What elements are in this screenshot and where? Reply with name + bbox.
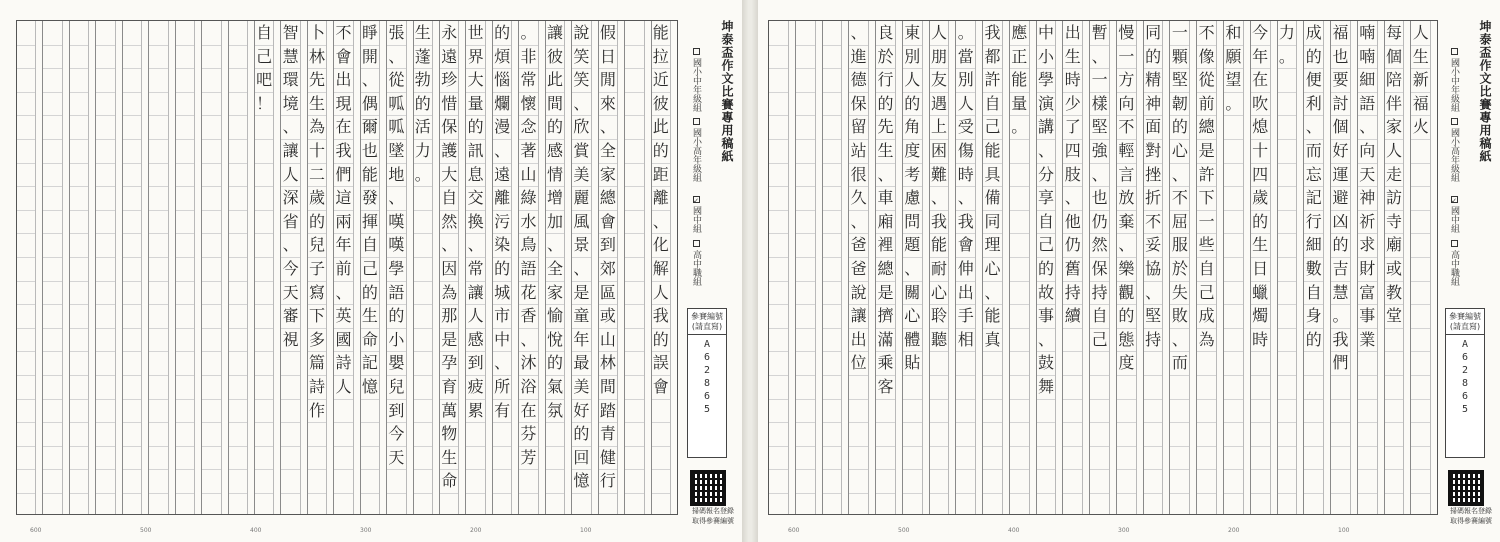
- column-text: 力 。: [1278, 23, 1295, 66]
- column-text: 我 都 許 自 己 能 具 備 同 理 心 、 能 真: [984, 23, 1001, 349]
- grid-column: [122, 21, 148, 514]
- grid-column: [902, 21, 929, 514]
- checkbox[interactable]: [1451, 240, 1458, 247]
- grid-column: [492, 21, 518, 514]
- grid-column: [624, 21, 650, 514]
- column-text: [625, 21, 643, 514]
- grid-column: [1169, 21, 1196, 514]
- column-text: 出 生 時 少 了 四 肢 、 他 仍 舊 持 續: [1064, 23, 1081, 326]
- grid-column: [1330, 21, 1357, 514]
- option-senior-high[interactable]: 高中職組: [1448, 240, 1461, 286]
- grid-column: [795, 21, 822, 514]
- column-text: 永 遠 珍 惜 保 護 大 自 然 、 因 為 那 是 孕 育 萬 物 生 命: [441, 23, 458, 491]
- right-sheet: [758, 0, 1500, 542]
- grid-column: [386, 21, 412, 514]
- grid-column: [42, 21, 68, 514]
- grid-column: [228, 21, 254, 514]
- grid-column: [413, 21, 439, 514]
- form-title: 坤泰盃作文比賽專用稿紙: [1478, 20, 1492, 163]
- grid-column: [1223, 21, 1250, 514]
- grid-column: [439, 21, 465, 514]
- grid-column: [280, 21, 306, 514]
- qr-code-icon[interactable]: [1448, 470, 1484, 506]
- option-elementary-high[interactable]: 國小高年級組: [690, 118, 703, 182]
- writing-grid: [16, 20, 678, 515]
- column-text: [823, 21, 842, 514]
- column-text: 能 拉 近 彼 此 的 距 離 、 化 解 人 我 的 誤 會: [652, 23, 669, 396]
- scale-mark: 100: [580, 527, 592, 534]
- grid-column: [1277, 21, 1304, 514]
- grid-column: [17, 21, 42, 514]
- entry-number-label: 參賽編號(請直寫): [688, 309, 726, 335]
- column-text: 每 個 陪 伴 家 人 走 訪 寺 廟 或 教 堂: [1385, 23, 1402, 326]
- qr-code-icon[interactable]: [690, 470, 726, 506]
- option-junior-high[interactable]: ✓ 國中組: [691, 197, 701, 233]
- grid-column: [1036, 21, 1063, 514]
- qr-caption: 掃碼報名登錄: [1450, 507, 1492, 515]
- column-text: 喃 喃 細 語 、 向 天 神 祈 求 財 富 事 業: [1359, 23, 1376, 349]
- column-text: 世 界 大 量 的 訊 息 交 換 、 常 讓 人 感 到 疲 累: [467, 23, 484, 420]
- grid-column: [1303, 21, 1330, 514]
- column-text: 成 的 便 利 、 而 忘 記 行 細 數 自 身 的: [1305, 23, 1322, 349]
- column-text: 暫 、 一 樣 堅 強 、 也 仍 然 保 持 自 己: [1091, 23, 1108, 349]
- column-text: 讓 彼 此 間 的 感 情 增 加 、 全 家 愉 悅 的 氣 氛: [546, 23, 563, 420]
- scale-mark: 200: [1228, 527, 1240, 534]
- checkbox[interactable]: [693, 118, 700, 125]
- column-text: 睜 開 、 偶 爾 也 能 發 揮 自 己 的 生 命 記 憶: [361, 23, 378, 396]
- column-text: 、 進 德 保 留 站 很 久 、 爸 爸 說 讓 出 位: [850, 23, 867, 373]
- entry-number: A62865: [1459, 339, 1471, 417]
- scale-mark: 300: [1118, 527, 1130, 534]
- column-text: 人 朋 友 遇 上 困 難 、 我 能 耐 心 聆 聽: [930, 23, 947, 349]
- column-text: 不 像 從 前 總 是 許 下 一 些 自 己 成 為: [1198, 23, 1215, 349]
- grid-column: [1089, 21, 1116, 514]
- column-text: 說 笑 笑 、 欣 賞 美 麗 風 景 、 是 童 年 最 美 好 的 回 憶: [573, 23, 590, 491]
- option-elementary-mid[interactable]: 國小中年級組: [1448, 48, 1461, 112]
- column-text: [70, 21, 88, 514]
- grid-column: [1116, 21, 1143, 514]
- option-senior-high[interactable]: 高中職組: [690, 240, 703, 286]
- book-gutter: [742, 0, 758, 542]
- grid-column: [875, 21, 902, 514]
- grid-column: [333, 21, 359, 514]
- column-text: 同 的 精 神 面 對 挫 折 不 妥 協 、 堅 持: [1145, 23, 1162, 349]
- entry-number: A62865: [701, 339, 713, 417]
- column-text: 。 當 別 人 受 傷 時 、 我 會 伸 出 手 相: [957, 23, 974, 349]
- column-text: 中 小 學 演 講 、 分 享 自 己 的 故 事 、 鼓 舞: [1038, 23, 1055, 396]
- grid-column: [307, 21, 333, 514]
- grid-column: [929, 21, 956, 514]
- grid-column: [769, 21, 795, 514]
- grid-column: [571, 21, 597, 514]
- column-text: 的 煩 惱 爛 漫 、 遠 離 污 染 的 城 市 中 、 所 有: [494, 23, 511, 420]
- grid-column: [1357, 21, 1384, 514]
- column-text: 福 也 要 討 個 好 運 避 凶 的 吉 慧 。 我 們: [1332, 23, 1349, 373]
- checkbox[interactable]: [693, 240, 700, 247]
- checkbox-checked[interactable]: ✓: [692, 197, 700, 205]
- column-text: 假 日 閒 來 、 全 家 總 會 到 郊 區 或 山 林 間 踏 青 健 行: [599, 23, 616, 491]
- column-text: 人 生 新 福 火: [1412, 23, 1429, 137]
- grid-column: [69, 21, 95, 514]
- grid-column: [982, 21, 1009, 514]
- column-text: 智 慧 環 境 、 讓 人 深 省 、 今 天 審 視: [282, 23, 299, 349]
- form-title: 坤泰盃作文比賽專用稿紙: [720, 20, 734, 163]
- column-text: 卜 林 先 生 為 十 二 歲 的 兒 子 寫 下 多 篇 詩 作: [309, 23, 326, 420]
- column-text: [176, 21, 194, 514]
- column-text: [769, 21, 788, 514]
- option-elementary-high[interactable]: 國小高年級組: [1448, 118, 1461, 182]
- grid-column: [254, 21, 280, 514]
- left-sheet: [0, 0, 742, 542]
- scale-mark: 500: [898, 527, 910, 534]
- column-text: [202, 21, 220, 514]
- checkbox[interactable]: [693, 48, 700, 55]
- grid-column: [518, 21, 544, 514]
- column-text: 慢 一 方 向 不 輕 言 放 棄 、 樂 觀 的 態 度: [1118, 23, 1135, 373]
- column-text: 東 別 人 的 角 度 考 慮 問 題 、 關 心 體 貼: [904, 23, 921, 373]
- entry-number-box: [687, 308, 727, 458]
- grid-column: [1196, 21, 1223, 514]
- scale-mark: 300: [360, 527, 372, 534]
- grid-column: [175, 21, 201, 514]
- column-text: [229, 21, 247, 514]
- checkbox-checked[interactable]: ✓: [1450, 197, 1458, 205]
- grid-column: [545, 21, 571, 514]
- scale-mark: 200: [470, 527, 482, 534]
- grid-column: [148, 21, 174, 514]
- scale-mark: 600: [30, 527, 42, 534]
- grid-column: [848, 21, 875, 514]
- qr-caption: 取得參賽編號: [692, 517, 734, 525]
- column-text: [123, 21, 141, 514]
- side-panel: [1442, 18, 1500, 523]
- column-text: 張 、 從 呱 呱 墜 地 、 嘆 嘆 學 語 的 小 嬰 兒 到 今 天: [388, 23, 405, 467]
- column-text: 今 年 在 吹 熄 十 四 歲 的 生 日 蠟 燭 時: [1252, 23, 1269, 349]
- option-junior-high[interactable]: ✓ 國中組: [1449, 197, 1459, 233]
- checkbox[interactable]: [1451, 48, 1458, 55]
- column-text: [96, 21, 114, 514]
- column-text: 應 正 能 量 。: [1011, 23, 1028, 137]
- column-text: 和 願 望 。: [1225, 23, 1242, 113]
- qr-caption: 取得參賽編號: [1450, 517, 1492, 525]
- column-text: 。 非 常 懷 念 著 山 綠 水 鳥 語 花 香 、 沐 浴 在 芬 芳: [520, 23, 537, 467]
- grid-column: [651, 21, 677, 514]
- writing-grid: [768, 20, 1438, 515]
- grid-column: [1410, 21, 1437, 514]
- grid-column: [598, 21, 624, 514]
- scale-mark: 500: [140, 527, 152, 534]
- grid-column: [1143, 21, 1170, 514]
- grid-column: [360, 21, 386, 514]
- checkbox[interactable]: [1451, 118, 1458, 125]
- grid-column: [822, 21, 849, 514]
- grid-column: [465, 21, 491, 514]
- column-text: 一 顆 堅 韌 的 心 、 不 屈 服 於 失 敗 、 而: [1171, 23, 1188, 373]
- column-text: 良 於 行 的 先 生 、 車 廂 裡 總 是 擠 滿 乘 客: [877, 23, 894, 396]
- qr-caption: 掃碼報名登錄: [692, 507, 734, 515]
- scale-mark: 400: [250, 527, 262, 534]
- grid-column: [201, 21, 227, 514]
- entry-number-box: [1445, 308, 1485, 458]
- grid-column: [1062, 21, 1089, 514]
- column-text: 生 蓬 勃 的 活 力 。: [414, 23, 431, 184]
- grid-column: [1384, 21, 1411, 514]
- side-panel: [684, 18, 742, 523]
- column-text: [796, 21, 815, 514]
- grid-column: [955, 21, 982, 514]
- option-elementary-mid[interactable]: 國小中年級組: [690, 48, 703, 112]
- column-text: 自 己 吧 ！: [256, 23, 273, 113]
- scale-mark: 100: [1338, 527, 1350, 534]
- scale-mark: 400: [1008, 527, 1020, 534]
- grid-column: [1250, 21, 1277, 514]
- column-text: [43, 21, 61, 514]
- column-text: [17, 21, 35, 514]
- column-text: [149, 21, 167, 514]
- grid-column: [1009, 21, 1036, 514]
- entry-number-label: 參賽編號(請直寫): [1446, 309, 1484, 335]
- column-text: 不 會 出 現 在 我 們 這 兩 年 前 、 英 國 詩 人: [335, 23, 352, 396]
- grid-column: [95, 21, 121, 514]
- scale-mark: 600: [788, 527, 800, 534]
